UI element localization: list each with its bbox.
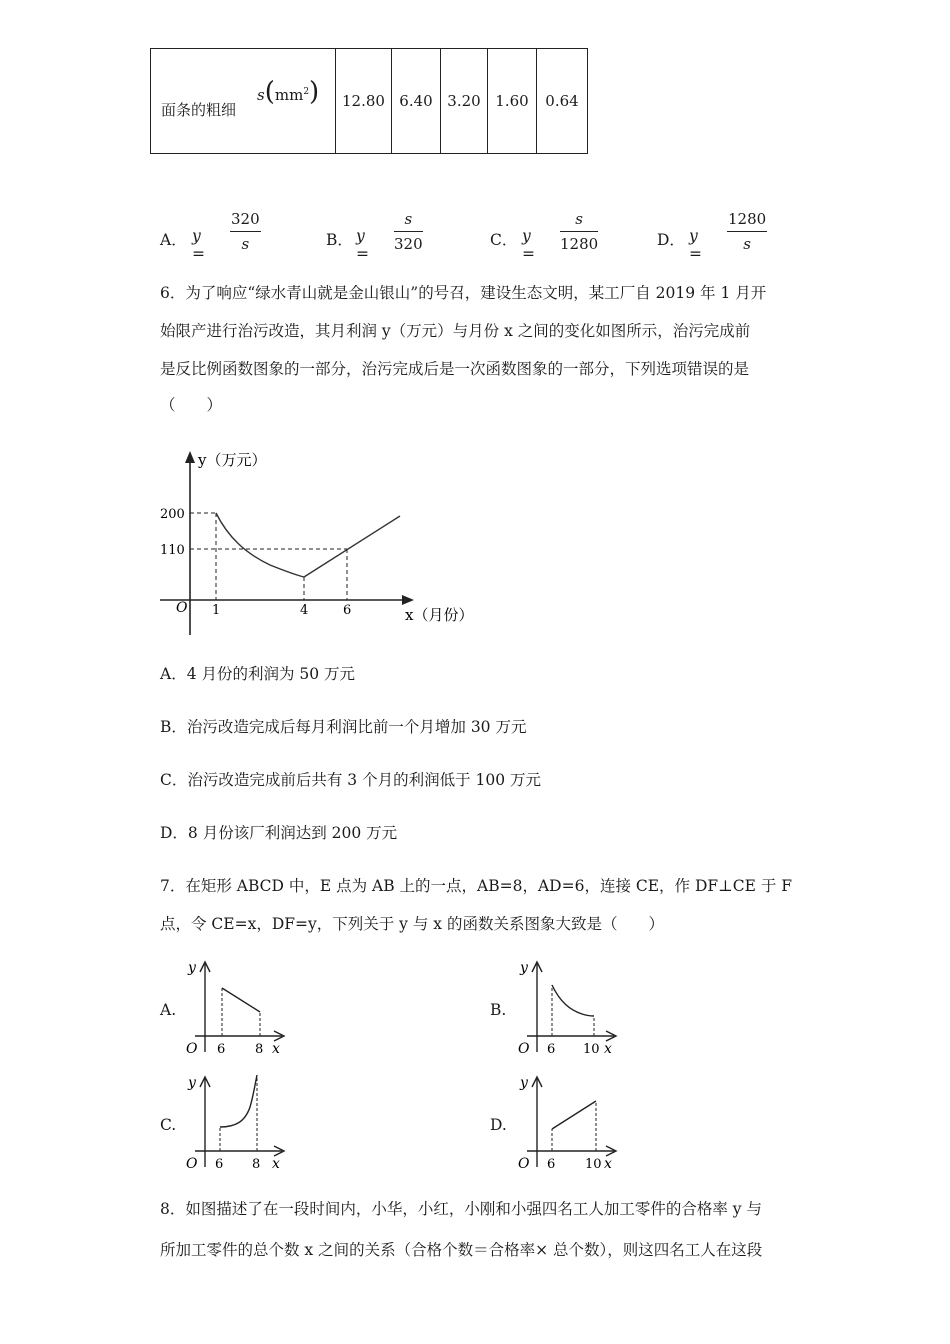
q6-line: 6．为了响应“绿水青山就是金山银山”的号召，建设生态文明，某工厂自 2019 年 1 月开: [160, 284, 767, 302]
fraction: 1280 s: [728, 210, 767, 253]
q6-option-a[interactable]: A．4 月份的利润为 50 万元: [160, 665, 356, 683]
svg-text:O: O: [518, 1156, 530, 1172]
q7-option-c-letter[interactable]: C.: [160, 1116, 177, 1134]
y-axis-arrow: [185, 451, 195, 463]
q8-line: 8．如图描述了在一段时间内，小华，小红，小刚和小强四名工人加工零件的合格率 y 与: [160, 1200, 762, 1218]
q7-line: 7．在矩形 ABCD 中，E 点为 AB 上的一点，AB=8，AD=6，连接 CE，作 DF⊥CE 于 F: [160, 877, 793, 895]
svg-text:6: 6: [215, 1157, 224, 1172]
x-axis-arrow: [402, 595, 414, 605]
q6-option-d[interactable]: D．8 月份该厂利润达到 200 万元: [160, 824, 398, 842]
table-cell: 6.40: [392, 49, 441, 154]
y-tick-label: 200: [160, 507, 185, 522]
q6-option-b[interactable]: B．治污改造完成后每月利润比前一个月增加 30 万元: [160, 718, 527, 736]
q7-option-a-graph[interactable]: [180, 952, 290, 1062]
data-table: [150, 48, 588, 154]
svg-text:8: 8: [255, 1042, 264, 1057]
fraction: 320 s: [231, 210, 260, 253]
row-label-unit: $s(mm^2)$: [257, 76, 320, 107]
svg-text:O: O: [186, 1041, 198, 1057]
svg-text:x: x: [272, 1156, 280, 1172]
svg-text:6: 6: [547, 1042, 556, 1057]
svg-text:10: 10: [585, 1157, 602, 1172]
q6-line: 是反比例函数图象的一部分，治污完成后是一次函数图象的一部分，下列选项错误的是: [160, 360, 750, 378]
y-tick-label: 110: [160, 543, 185, 558]
linear-segment: [304, 516, 400, 577]
row-label-text: 面条的粗细: [161, 100, 237, 119]
q6-option-c[interactable]: C．治污改造完成前后共有 3 个月的利润低于 100 万元: [160, 771, 542, 789]
x-tick-label: 4: [300, 603, 309, 618]
fraction: s 320: [394, 210, 423, 253]
y-axis-label: y（万元）: [198, 451, 267, 469]
reciprocal-curve: [216, 513, 304, 577]
q6-profit-graph: [150, 445, 480, 640]
q7-option-d-letter[interactable]: D.: [490, 1116, 507, 1134]
x-axis-label: x（月份）: [405, 606, 474, 624]
svg-text:x: x: [604, 1156, 612, 1172]
svg-text:y: y: [188, 1075, 196, 1091]
svg-text:x: x: [604, 1041, 612, 1057]
origin-label: O: [176, 600, 188, 616]
svg-text:10: 10: [583, 1042, 600, 1057]
table-cell: 3.20: [441, 49, 488, 154]
table-cell: 12.80: [336, 49, 392, 154]
svg-text:O: O: [518, 1041, 530, 1057]
svg-text:y: y: [520, 1075, 528, 1091]
svg-text:x: x: [272, 1041, 280, 1057]
svg-text:8: 8: [252, 1157, 261, 1172]
svg-text:6: 6: [217, 1042, 226, 1057]
x-tick-label: 1: [212, 603, 221, 618]
q8-line: 所加工零件的总个数 x 之间的关系（合格个数＝合格率× 总个数），则这四名工人在这段: [160, 1241, 763, 1259]
q7-line: 点，令 CE=x，DF=y，下列关于 y 与 x 的函数关系图象大致是（ ）: [160, 915, 664, 933]
q6-line: 始限产进行治污改造，其月利润 y（万元）与月份 x 之间的变化如图所示，治污完成前: [160, 322, 751, 340]
svg-text:6: 6: [547, 1157, 556, 1172]
q6-line: （ ）: [160, 396, 223, 414]
fraction: s 1280: [560, 210, 599, 253]
table-row-label: [151, 49, 336, 154]
table-cell: 0.64: [537, 49, 588, 154]
svg-text:y: y: [188, 960, 196, 976]
q7-option-b-graph[interactable]: [512, 952, 622, 1062]
q7-option-a-letter[interactable]: A.: [160, 1001, 177, 1019]
table-row: [151, 49, 588, 154]
q7-option-b-letter[interactable]: B.: [490, 1001, 507, 1019]
x-tick-label: 6: [343, 603, 352, 618]
table-cell: 1.60: [488, 49, 537, 154]
q7-option-d-graph[interactable]: [512, 1067, 622, 1177]
svg-text:O: O: [186, 1156, 198, 1172]
svg-text:y: y: [520, 960, 528, 976]
q7-option-c-graph[interactable]: [180, 1067, 290, 1177]
